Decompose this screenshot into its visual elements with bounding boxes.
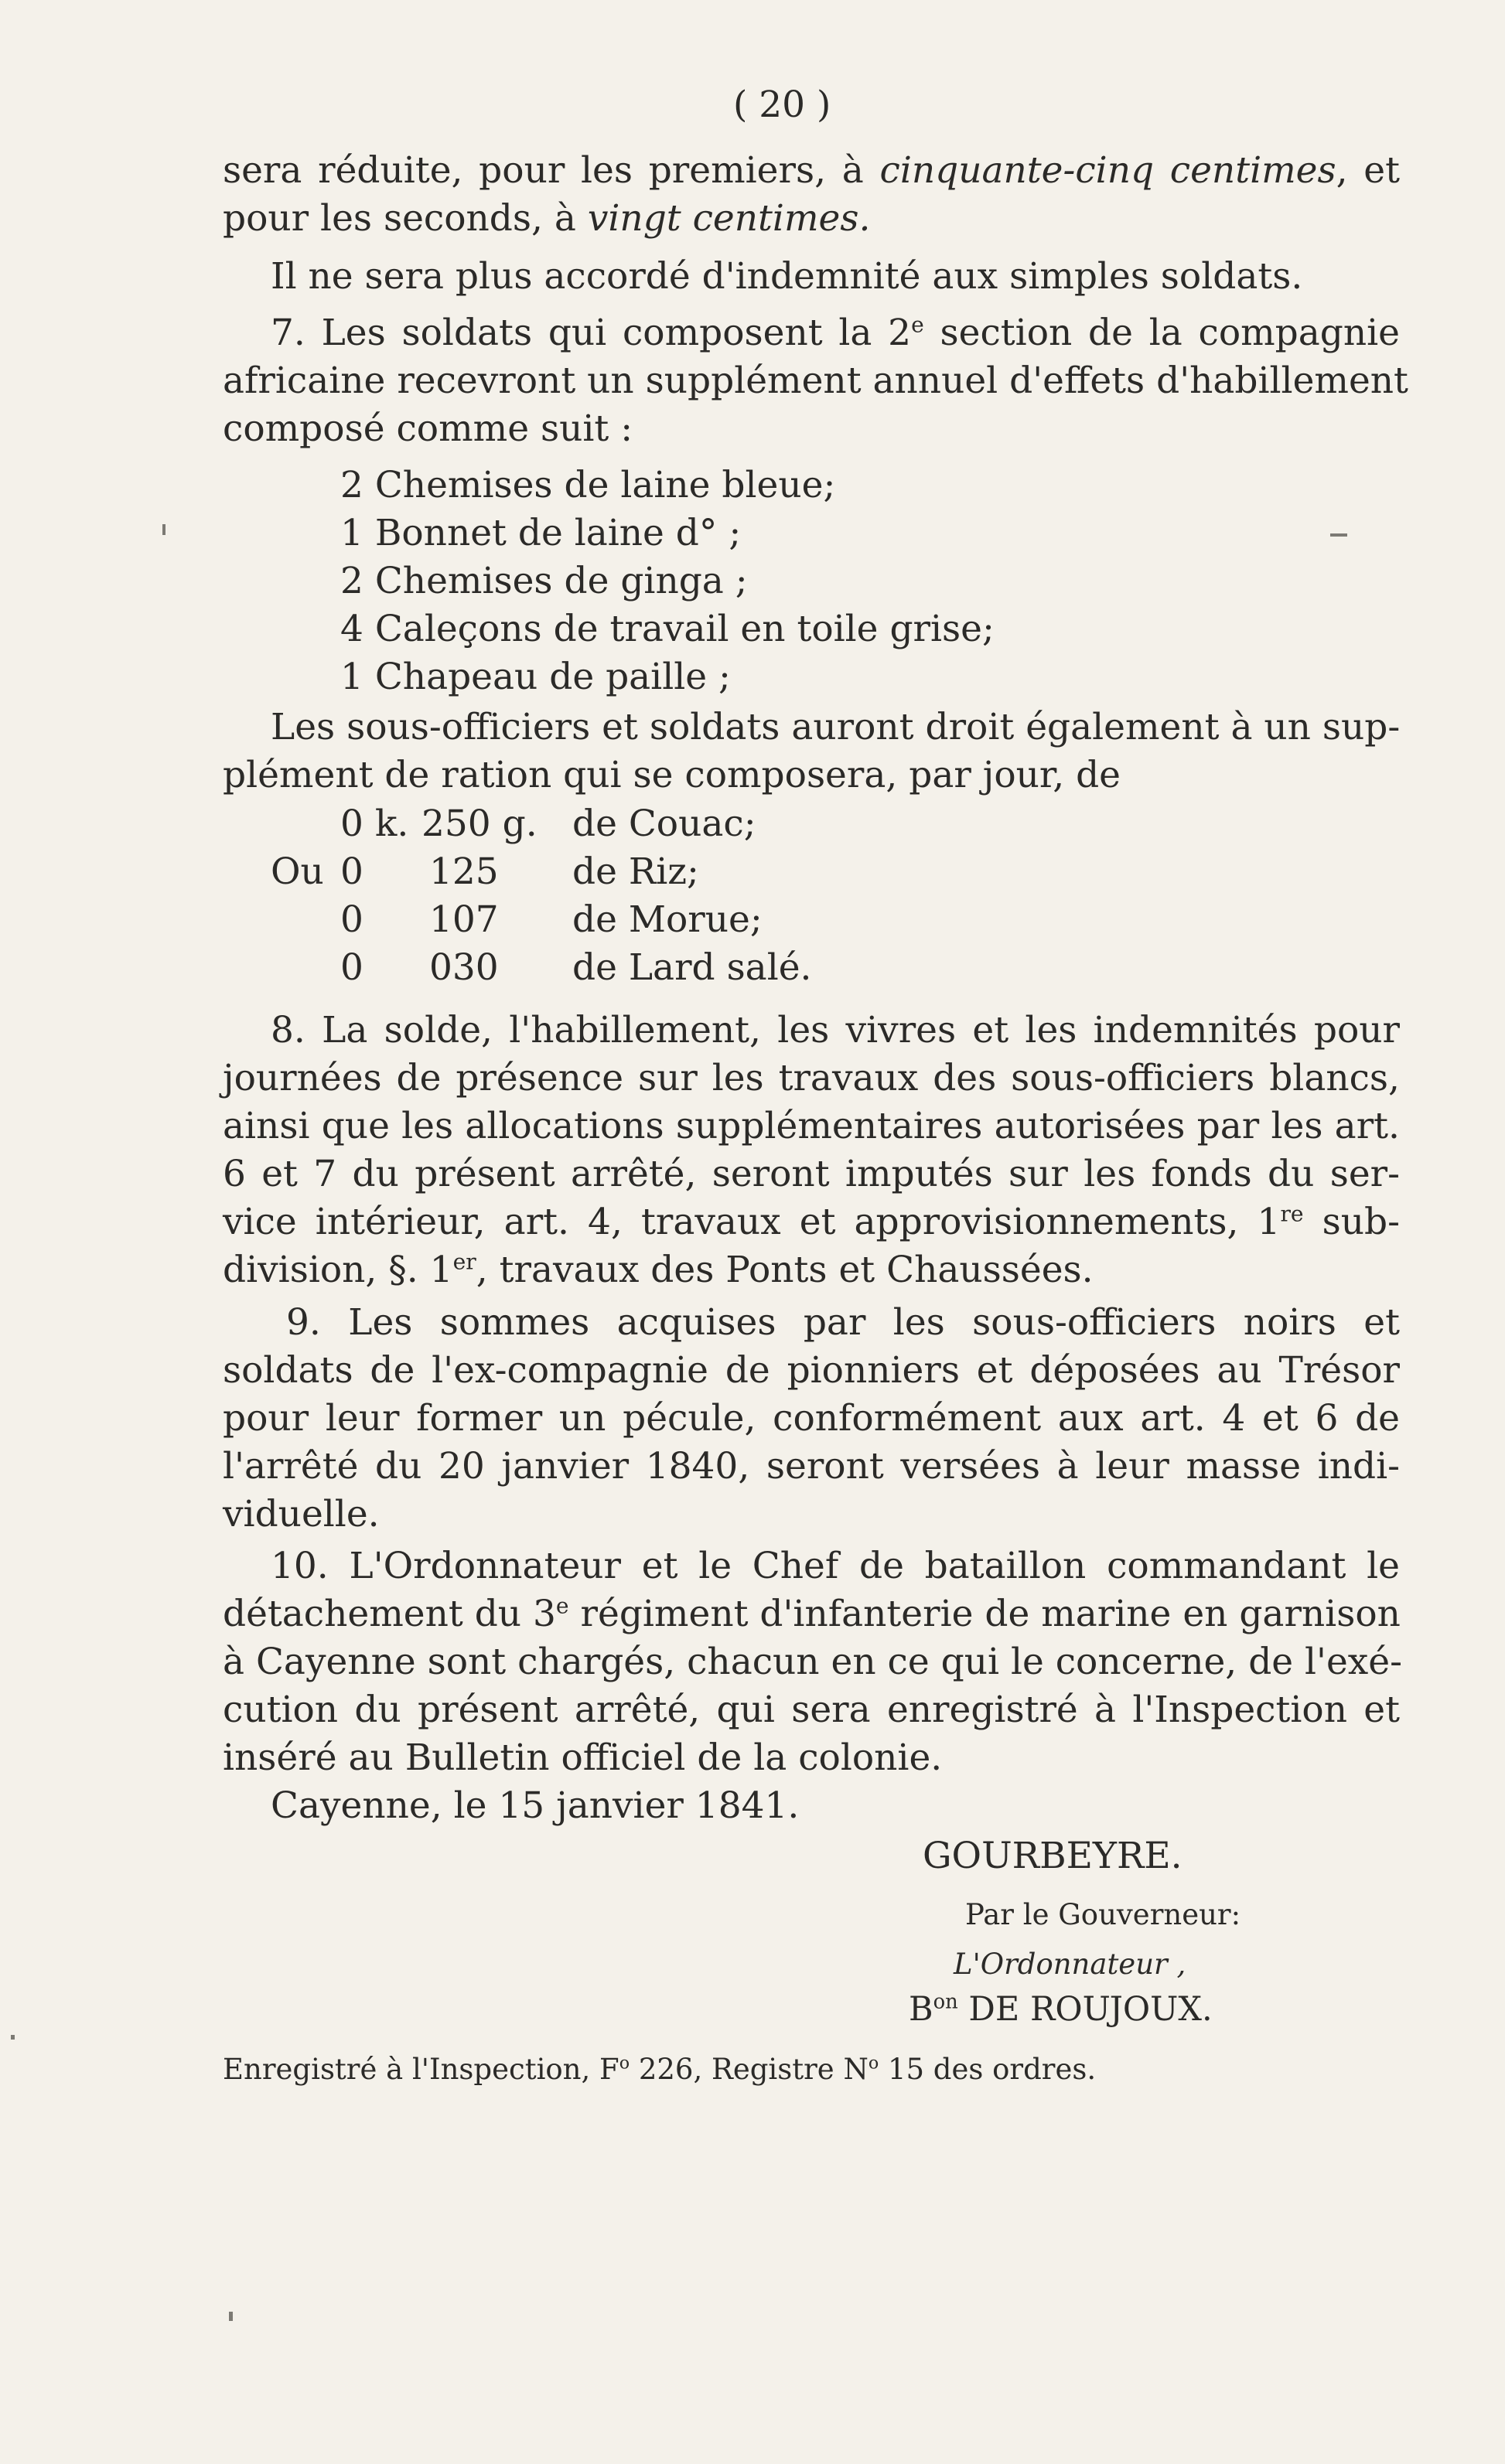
- print-speck: [229, 2312, 233, 2321]
- ration-row: 0: [340, 850, 363, 893]
- ration-row: de Riz;: [572, 850, 699, 893]
- text-line: l'arrêté du 20 janvier 1840, seront versées à leur masse indi-: [223, 1445, 1400, 1488]
- countersignature: $B^{on}$ DE ROUJOUX.: [909, 1990, 1213, 2029]
- article-8-line: 8. La solde, l'habillement, les vivres et les indemnités pour: [271, 1009, 1400, 1051]
- ration-row: 030: [429, 946, 499, 989]
- text-line: soldats de l'ex-compagnie de pionniers et déposées au Trésor: [223, 1349, 1400, 1392]
- ration-row: 125: [429, 850, 499, 893]
- ration-row: 0: [340, 946, 363, 989]
- text-line: africaine recevront un supplément annuel d'effets d'habillement: [223, 360, 1408, 402]
- print-speck: [1330, 533, 1347, 537]
- text-line: détachement du 3e régiment d'infanterie de marine en garnison: [223, 1593, 1401, 1635]
- ration-row: Ou: [271, 850, 324, 893]
- text-line: pour les seconds, à vingt centimes.: [223, 197, 871, 240]
- list-item: 2 Chemises de ginga ;: [340, 560, 748, 602]
- par-le-gouverneur: Par le Gouverneur:: [965, 1898, 1241, 1931]
- text-line: 6 et 7 du présent arrêté, seront imputés sur les fonds du ser-: [223, 1153, 1400, 1195]
- list-item: 2 Chemises de laine bleue;: [340, 464, 836, 506]
- list-item: 1 Chapeau de paille ;: [340, 656, 731, 698]
- text-line: Les sous-officiers et soldats auront droit également à un sup-: [271, 706, 1401, 748]
- print-speck: [11, 2035, 15, 2040]
- list-item: 1 Bonnet de laine d° ;: [340, 512, 742, 554]
- text-line: pour leur former un pécule, conformément aux art. 4 et 6 de: [223, 1397, 1400, 1440]
- text-line: vice intérieur, art. 4, travaux et approvisionnements, 1re sub-: [223, 1201, 1401, 1243]
- ration-row: 0: [340, 898, 363, 941]
- ration-row: 107: [429, 898, 499, 941]
- text-line: sera réduite, pour les premiers, à cinquante-cinq centimes, et: [223, 149, 1400, 192]
- text-line: inséré au Bulletin officiel de la colonie.: [223, 1736, 943, 1779]
- ration-row: 0 k.: [340, 803, 409, 845]
- page-number: ( 20 ): [733, 83, 831, 126]
- text-line: à Cayenne sont chargés, chacun en ce qui le concerne, de l'exé-: [223, 1641, 1402, 1683]
- ration-row: de Morue;: [572, 898, 763, 941]
- text-line: viduelle.: [223, 1493, 380, 1535]
- ration-row: de Lard salé.: [572, 946, 812, 989]
- article-10-line: 10. L'Ordonnateur et le Chef de bataillon commandant le: [271, 1545, 1400, 1587]
- text-line: Il ne sera plus accordé d'indemnité aux simples soldats.: [271, 255, 1303, 298]
- registry-note: Enregistré à l'Inspection, $F^o$ 226, Registre $N^o$ 15 des ordres.: [223, 2053, 1097, 2086]
- print-speck: [162, 524, 166, 535]
- ration-row: de Couac;: [572, 803, 756, 845]
- text-line: journées de présence sur les travaux des sous-officiers blancs,: [223, 1057, 1400, 1099]
- text-line: cution du présent arrêté, qui sera enregistré à l'Inspection et: [223, 1689, 1400, 1731]
- article-9-line: 9. Les sommes acquises par les sous-officiers noirs et: [286, 1301, 1400, 1344]
- list-item: 4 Caleçons de travail en toile grise;: [340, 608, 995, 650]
- ordonnateur: L'Ordonnateur ,: [954, 1948, 1186, 1981]
- signature: GOURBEYRE.: [923, 1835, 1182, 1877]
- text-line: plément de ration qui se composera, par jour, de: [223, 754, 1121, 796]
- date-line: Cayenne, le 15 janvier 1841.: [271, 1784, 800, 1827]
- text-line: ainsi que les allocations supplémentaires autorisées par les art.: [223, 1105, 1400, 1147]
- text-line: composé comme suit :: [223, 407, 633, 450]
- article-7-line: 7. Les soldats qui composent la 2e section de la compagnie: [271, 312, 1400, 354]
- text-line: division, §. 1er, travaux des Ponts et Chaussées.: [223, 1249, 1094, 1291]
- ration-row: 250 g.: [421, 803, 538, 845]
